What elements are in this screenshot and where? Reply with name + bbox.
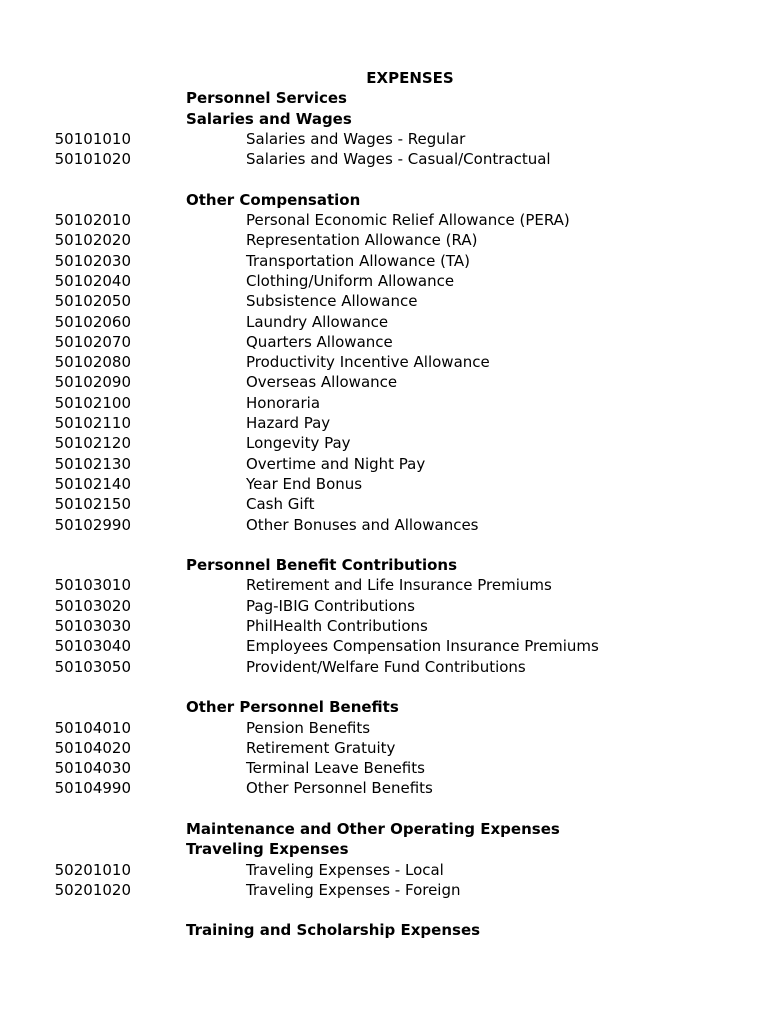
account-code: 50102010 <box>54 211 131 230</box>
account-code: 50101020 <box>54 150 131 169</box>
section-heading-row <box>0 697 768 717</box>
account-row <box>0 575 768 595</box>
section-heading: Maintenance and Other Operating Expenses <box>186 819 560 838</box>
document-title: EXPENSES <box>366 69 454 87</box>
account-code: 50102070 <box>54 332 131 351</box>
account-row <box>0 616 768 636</box>
account-code: 50102140 <box>54 474 131 493</box>
section-heading: Personnel Benefit Contributions <box>186 556 458 575</box>
account-row <box>0 860 768 880</box>
section-heading: Traveling Expenses <box>186 840 349 859</box>
section-heading: Salaries and Wages <box>186 109 352 128</box>
section-heading-row <box>0 555 768 575</box>
account-description: Representation Allowance (RA) <box>246 231 478 250</box>
account-code: 50103050 <box>54 657 131 676</box>
account-row <box>0 494 768 514</box>
account-code: 50104020 <box>54 738 131 757</box>
account-row <box>0 372 768 392</box>
account-description: Provident/Welfare Fund Contributions <box>246 657 526 676</box>
account-description: Traveling Expenses - Local <box>246 860 444 879</box>
account-description: Terminal Leave Benefits <box>246 759 425 778</box>
account-description: Clothing/Uniform Allowance <box>246 271 455 290</box>
section-heading: Personnel Services <box>186 89 347 108</box>
account-code: 50102050 <box>54 292 131 311</box>
account-row <box>0 758 768 778</box>
account-description: Overtime and Night Pay <box>246 454 426 473</box>
account-code: 50102150 <box>54 495 131 514</box>
section-heading: Other Personnel Benefits <box>186 698 399 717</box>
account-code: 50103040 <box>54 637 131 656</box>
account-description: Pension Benefits <box>246 718 371 737</box>
account-row <box>0 332 768 352</box>
account-code: 50102990 <box>54 515 131 534</box>
account-code: 50101010 <box>54 129 131 148</box>
account-code: 50102040 <box>54 271 131 290</box>
account-row <box>0 454 768 474</box>
section-heading-row <box>0 190 768 210</box>
account-description: Salaries and Wages - Casual/Contractual <box>246 150 551 169</box>
account-code: 50103030 <box>54 617 131 636</box>
blank-row <box>0 169 768 189</box>
section-heading: Other Compensation <box>186 190 361 209</box>
account-row <box>0 393 768 413</box>
account-description: PhilHealth Contributions <box>246 617 428 636</box>
account-code: 50102120 <box>54 434 131 453</box>
section-heading-row <box>0 839 768 859</box>
account-code: 50102060 <box>54 312 131 331</box>
account-row <box>0 271 768 291</box>
blank-row <box>0 677 768 697</box>
account-code: 50103020 <box>54 596 131 615</box>
account-row <box>0 230 768 250</box>
account-description: Laundry Allowance <box>246 312 389 331</box>
account-description: Pag-IBIG Contributions <box>246 596 415 615</box>
account-code: 50102100 <box>54 393 131 412</box>
account-row <box>0 129 768 149</box>
account-description: Traveling Expenses - Foreign <box>246 880 461 899</box>
account-row <box>0 352 768 372</box>
account-code: 50104030 <box>54 759 131 778</box>
account-row <box>0 657 768 677</box>
section-heading: Training and Scholarship Expenses <box>186 921 481 940</box>
account-row <box>0 738 768 758</box>
account-row <box>0 251 768 271</box>
account-description: Longevity Pay <box>246 434 351 453</box>
account-description: Cash Gift <box>246 495 315 514</box>
account-row <box>0 636 768 656</box>
account-description: Overseas Allowance <box>246 373 398 392</box>
account-description: Salaries and Wages - Regular <box>246 129 466 148</box>
section-heading-row <box>0 920 768 940</box>
account-code: 50102030 <box>54 251 131 270</box>
account-row <box>0 291 768 311</box>
account-row <box>0 718 768 738</box>
account-row <box>0 433 768 453</box>
account-description: Employees Compensation Insurance Premiums <box>246 637 599 656</box>
account-code: 50102080 <box>54 353 131 372</box>
blank-row <box>0 535 768 555</box>
blank-row <box>0 900 768 920</box>
account-description: Subsistence Allowance <box>246 292 418 311</box>
account-description: Quarters Allowance <box>246 332 393 351</box>
account-description: Other Bonuses and Allowances <box>246 515 479 534</box>
account-code: 50201020 <box>54 880 131 899</box>
account-description: Transportation Allowance (TA) <box>246 251 471 270</box>
blank-row <box>0 799 768 819</box>
account-description: Retirement Gratuity <box>246 738 396 757</box>
account-code: 50102020 <box>54 231 131 250</box>
account-code: 50201010 <box>54 860 131 879</box>
expense-rows <box>0 88 768 940</box>
section-heading-row <box>0 819 768 839</box>
title-row <box>0 68 768 88</box>
section-heading-row <box>0 109 768 129</box>
account-code: 50104990 <box>54 779 131 798</box>
account-code: 50102110 <box>54 414 131 433</box>
account-description: Honoraria <box>246 393 321 412</box>
account-description: Hazard Pay <box>246 414 331 433</box>
account-description: Productivity Incentive Allowance <box>246 353 490 372</box>
account-code: 50102090 <box>54 373 131 392</box>
account-row <box>0 778 768 798</box>
account-row <box>0 596 768 616</box>
account-row <box>0 210 768 230</box>
account-code: 50103010 <box>54 576 131 595</box>
account-description: Retirement and Life Insurance Premiums <box>246 576 552 595</box>
account-row <box>0 413 768 433</box>
account-row <box>0 149 768 169</box>
account-description: Other Personnel Benefits <box>246 779 433 798</box>
account-description: Year End Bonus <box>246 474 363 493</box>
expense-sheet <box>0 68 768 941</box>
account-row <box>0 880 768 900</box>
account-code: 50104010 <box>54 718 131 737</box>
account-description: Personal Economic Relief Allowance (PERA) <box>246 211 570 230</box>
account-code: 50102130 <box>54 454 131 473</box>
account-row <box>0 312 768 332</box>
section-heading-row <box>0 88 768 108</box>
account-row <box>0 474 768 494</box>
account-row <box>0 515 768 535</box>
